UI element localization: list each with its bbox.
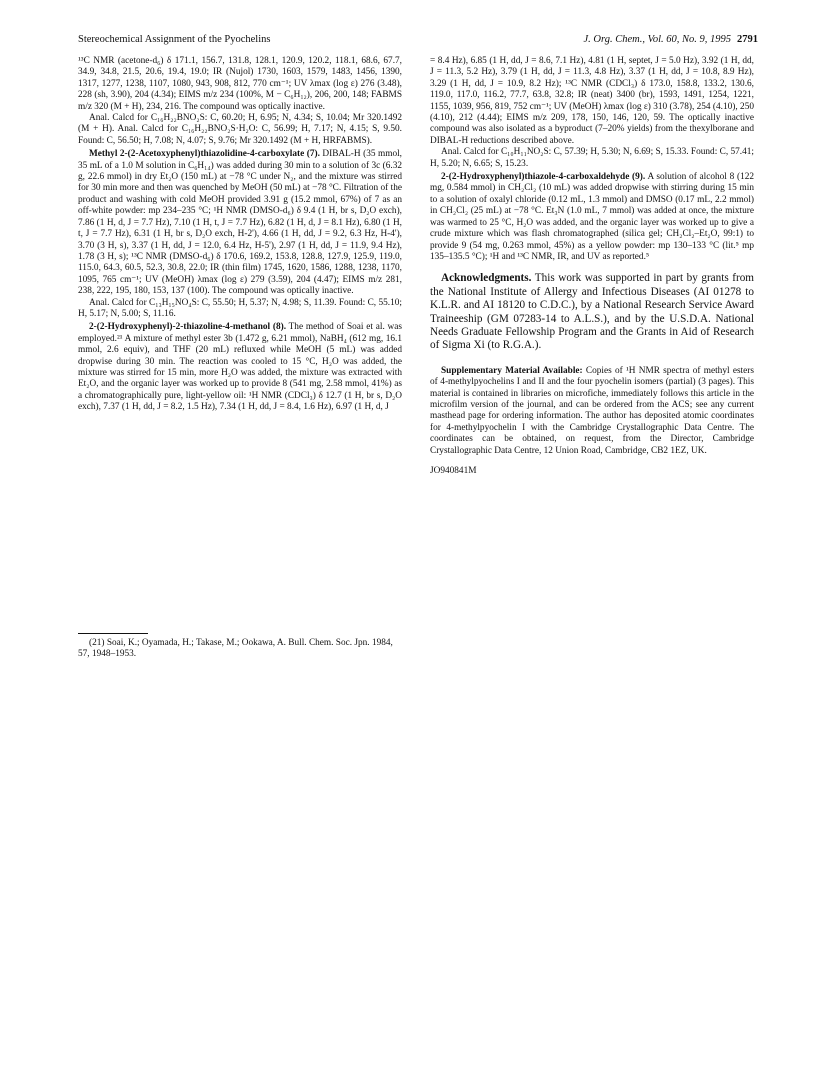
running-head-journal [584,34,758,45]
footnote-21: (21) Soai, K.; Oyamada, H.; Takase, M.; Ookawa, A. Bull. Chem. Soc. Jpn. 1984, 57, 1948–1953. [78,638,393,660]
paragraph-nmr-data: ¹³C NMR (acetone-d₆) δ 171.1, 156.7, 131.8, 128.1, 120.9, 120.2, 118.1, 68.6, 67.7, 34.9, 34.8, 21.5, 20.6, 19.4, 19.0; IR (Nujol) 1730, 1603, 1579, 1483, 1456, 1390, 1317, 1277, 1238, 1107, 1080, 943, 908, 812, 770 cm⁻¹; UV λmax (log ε) 276 (3.48), 228 (sh, 3.90), 204 (4.34); EIMS m/z 234 (100%, M − C₆H₁₂), 206, 200, 148; FABMS m/z 320 (M + H), 234, 216. The compound was optically inactive. [78,56,402,112]
paragraph-analysis-8: Anal. Calcd for C₁₀H₁₁NO₂S: C, 57.39; H, 5.30; N, 6.69; S, 15.33. Found: C, 57.41; H, 5.20; N, 6.65; S, 15.23. [430,147,754,169]
heading-supplementary: Supplementary Material Available: [441,365,583,376]
manuscript-code: JO940841M [430,466,477,476]
left-column [78,56,402,414]
heading-acknowledgments: Acknowledgments. [441,272,532,285]
right-column [430,56,754,477]
compound-7-text: DIBAL-H (35 mmol, 35 mL of a 1.0 M solution in C₆H₁₄) was added during 30 min to a solution of 3c (6.32 g, 22.6 mmol) in dry Et₂O (150 mL) at −78 °C under N₂, and the mixture was stirred for 30 min more and then was quenched by MeOH (50 mL) at −78 °C. Filtration of the product and washing with cold MeOH provided 3.91 g (15.2 mmol, 67%) of 7 as an off-white powder: mp 234–235 °C; ¹H NMR (DMSO-d₆) δ 9.4 (1 H, br s, D₂O exch), 7.86 (1 H, d, J = 7.7 Hz), 7.10 (1 H, t, J = 7.7 Hz), 6.82 (1 H, d, J = 8.1 Hz), 6.80 (1 H, t, J = 7.7 Hz), 6.31 (1 H, br s, D₂O exch, H-2'), 4.66 (1 H, dd, J = 9.2, 6.3 Hz, H-4'), 3.70 (3 H, s), 3.37 (1 H, dd, J = 12.0, 6.4 Hz, H-5'), 2.97 (1 H, dd, J = 11.9, 9.4 Hz), 1.78 (3 H, s); ¹³C NMR (DMSO-d₆) δ 170.6, 169.2, 153.8, 128.8, 127.9, 125.9, 119.0, 115.0, 64.3, 60.5, 52.3, 30.8, 22.0; IR (thin film) 1745, 1620, 1586, 1288, 1238, 1170, 1095, 765 cm⁻¹; UV (MeOH) λmax (log ε) 279 (3.59), 204 (4.47); EIMS m/z 281, 238, 222, 195, 180, 153, 137 (100). The compound was optically inactive. [78,149,403,297]
paragraph-compound-8-cont: = 8.4 Hz), 6.85 (1 H, dd, J = 8.6, 7.1 Hz), 4.81 (1 H, septet, J = 5.0 Hz), 3.92 (1 H, dd, J = 11.3, 5.2 Hz), 3.79 (1 H, dd, J = 11.3, 4.8 Hz), 3.37 (1 H, dd, J = 10.8, 8.9 Hz), 3.29 (1 H, dd, J = 10.9, 8.2 Hz); ¹³C NMR (CDCl₃) δ 173.0, 158.8, 133.2, 130.6, 119.0, 117.0, 116.2, 77.7, 63.8, 32.8; IR (neat) 3400 (br), 1593, 1491, 1254, 1221, 1155, 1039, 956, 819, 752 cm⁻¹; UV (MeOH) λmax (log ε) 310 (3.78), 254 (4.10), 250 (4.10), 212 (4.44); EIMS m/z 209, 178, 150, 146, 120, 59. The optically inactive compound was also isolated as a byproduct (7–20% yields) from the thexylborane and DIBAL-H reductions described above. [430,56,754,146]
paragraph-analysis-7: Anal. Calcd for C₁₃H₁₅NO₄S: C, 55.50; H, 5.37; N, 4.98; S, 11.39. Found: C, 55.10; H, 5.17; N, 5.00; S, 11.16. [78,297,402,319]
heading-compound-8: 2-(2-Hydroxyphenyl)-2-thiazoline-4-methanol (8). [89,322,287,333]
acknowledgments-text: This work was supported in part by grants from the National Institute of Allergy and Infectious Diseases (AI 01278 to K.L.R. and AI 18120 to C.D.C.), by a National Research Service Award Traineeship (GM 07283-14 to A.L.S.), and by the U.S.D.A. National Needs Graduate Fellowship Program and the Grants in Aid of Research of Sigma Xi (to R.G.A.). [430,272,754,352]
paragraph-acknowledgments [430,272,754,352]
footnote-divider [78,633,148,634]
paragraph-compound-7 [78,149,402,297]
paragraph-compound-9 [430,172,754,263]
compound-8-text: The method of Soai et al. was employed.²¹ A mixture of methyl ester 3b (1.472 g, 6.21 mmol), NaBH₄ (612 mg, 16.1 mmol, 2.6 equiv), and THF (20 mL) refluxed while MeOH (5 mL) was added dropwise during 30 min. The reaction was cooled to 15 °C, H₂O was added, the mixture was stirred for 15 min, more H₂O was added, the mixture was extracted with Et₂O, and the organic layer was worked up to provide 8 (541 mg, 2.58 mmol, 41%) as a chromatographically pure, light-yellow oil: ¹H NMR (CDCl₃) δ 12.7 (1 H, br s, D₂O exch), 7.37 (1 H, dd, J = 8.2, 1.5 Hz), 7.34 (1 H, dd, J = 8.4, 1.6 Hz), 6.97 (1 H, d, J [78,322,402,413]
page-number: 2791 [737,34,758,45]
footnote-block [78,633,402,661]
compound-9-text: A solution of alcohol 8 (122 mg, 0.584 mmol) in CH₂Cl₂ (10 mL) was added dropwise with stirring during 15 min to a solution of oxalyl chloride (0.12 mL, 1.3 mmol) and DMSO (0.17 mL, 2.2 mmol) in CH₂Cl₂ (25 mL) at −78 °C. Et₃N (1.0 mL, 7 mmol) was added at once, the mixture was warmed to 25 °C, H₂O was added, and the organic layer was worked up to give a crude mixture which was flash chromatographed (silica gel; CH₂Cl₂–Et₂O, 99:1) to provide 9 (54 mg, 0.263 mmol, 45%) as a yellow powder: mp 130–133 °C (lit.⁵ mp 135–135.5 °C); ¹H and ¹³C NMR, IR, and UV as reported.⁵ [430,172,755,262]
paragraph-analysis-6: Anal. Calcd for C₁₆H₂₂BNO₂S: C, 60.20; H, 6.95; N, 4.34; S, 10.04; Mr 320.1492 (M + H). Anal. Calcd for C₁₆H₂₂BNO₂S·H₂O: C, 56.99; H, 7.17; N, 4.15; S, 9.50. Found: C, 56.50; H, 7.08; N, 4.07; S, 9.76; Mr 320.1492 (M + H, HRFABMS). [78,113,402,146]
journal-citation: J. Org. Chem., Vol. 60, No. 9, 1995 [583,34,731,45]
supplementary-text: Copies of ¹H NMR spectra of methyl esters of 4-methylpyochelins I and II and the four pyochelin isomers (partial) (3 pages). This material is contained in libraries on microfiche, immediately follows this article in the microfilm version of the journal, and can be ordered from the ACS; see any current masthead page for ordering information. The author has deposited atomic coordinates for 4-methylpyochelin I with the Cambridge Crystallographic Data Centre. The coordinates can be obtained, on request, from the Director, Cambridge Crystallographic Data Centre, 12 Union Road, Cambridge, CB2 1EZ, UK. [430,365,754,456]
running-head-title: Stereochemical Assignment of the Pyochelins [78,34,271,45]
heading-compound-7: Methyl 2-(2-Acetoxyphenyl)thiazolidine-4-carboxylate (7). [89,149,320,160]
heading-compound-9: 2-(2-Hydroxyphenyl)thiazole-4-carboxaldehyde (9). [441,172,646,183]
running-head [78,34,758,50]
paragraph-compound-8 [78,322,402,413]
paragraph-supplementary [430,366,754,457]
